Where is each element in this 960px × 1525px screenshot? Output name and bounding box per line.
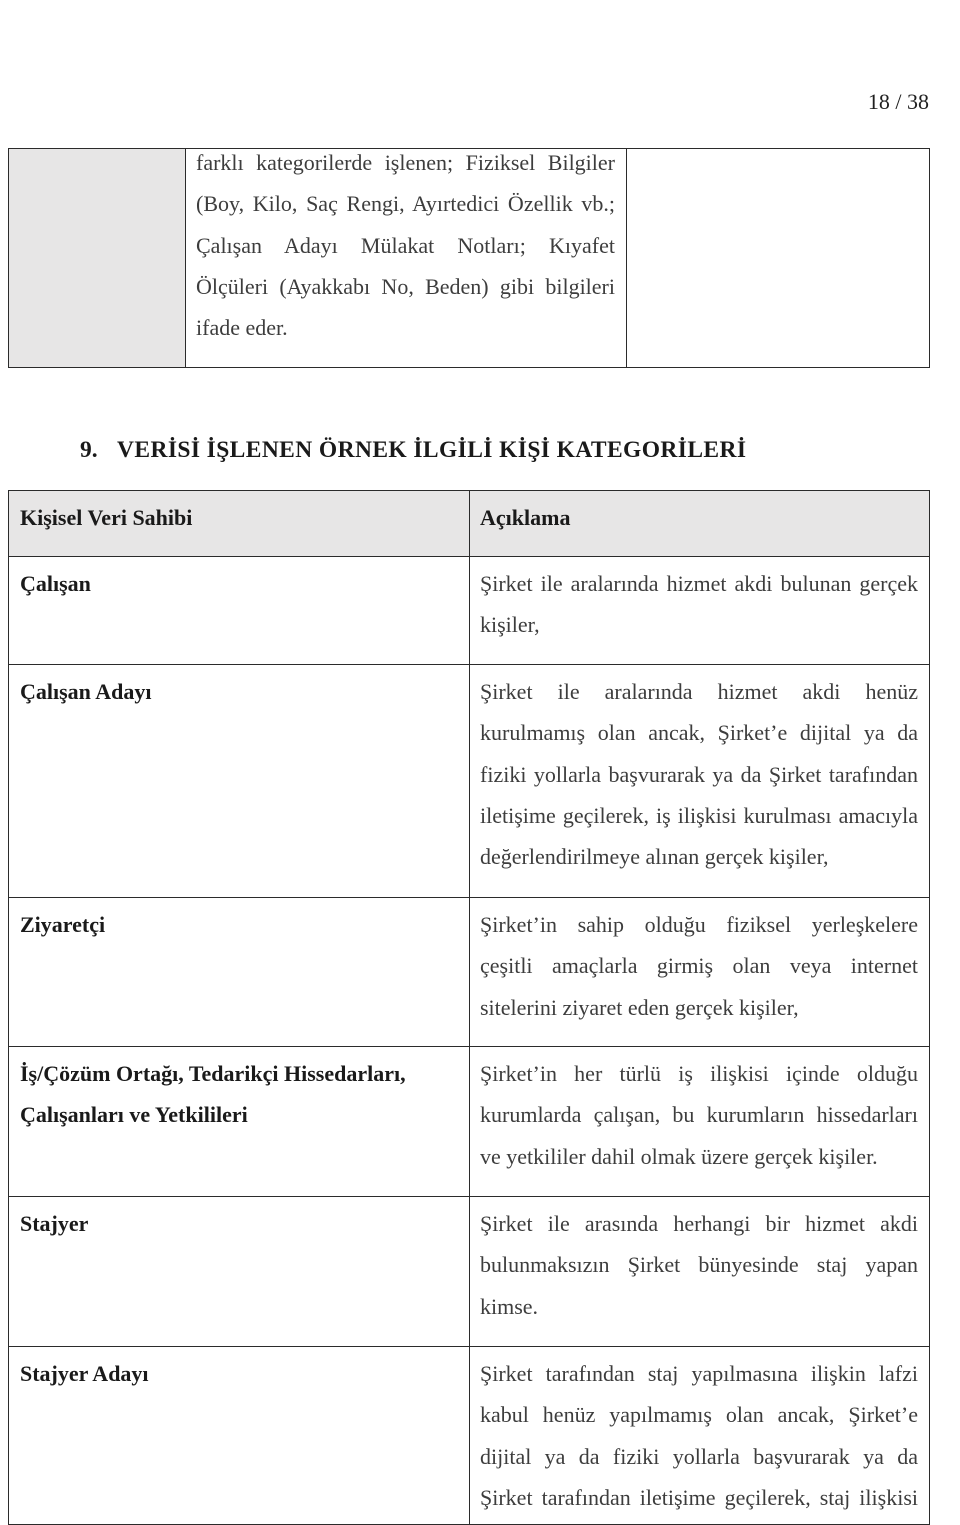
data-subject-label: Ziyaretçi — [20, 912, 106, 937]
data-subject-label: Stajyer Adayı — [20, 1361, 149, 1386]
data-subject-label: İş/Çözüm Ortağı, Tedarikçi Hissedarları, — [20, 1061, 406, 1086]
table-row — [9, 665, 929, 898]
table-header-row — [9, 491, 929, 557]
data-subject-table — [8, 490, 930, 1525]
data-subject-label: Çalışan Adayı — [20, 679, 152, 704]
data-subject-cell — [9, 898, 470, 1046]
continued-table-category-cell — [9, 149, 186, 367]
description-line: kurumlarda çalışan, bu kurumların hissedarları — [480, 1102, 918, 1128]
description-line: ve yetkililer dahil olmak üzere gerçek kişiler. — [480, 1143, 878, 1169]
section-heading — [80, 435, 746, 465]
description-line: farklı kategorilerde işlenen; Fiziksel Bilgiler — [196, 150, 615, 175]
description-line: iletişime geçilerek, iş ilişkisi kurulması amacıyla — [480, 802, 918, 828]
header-label: Kişisel Veri Sahibi — [20, 505, 193, 530]
description-cell — [470, 1347, 929, 1524]
section-title: VERİSİ İŞLENEN ÖRNEK İLGİLİ KİŞİ KATEGORİLERİ — [117, 437, 747, 463]
data-subject-cell — [9, 665, 470, 897]
section-number: 9. — [80, 437, 98, 463]
data-subject-cell — [9, 1047, 470, 1196]
description-line: Şirket ile aralarında hizmet akdi henüz — [480, 679, 918, 704]
table-row — [9, 1047, 929, 1197]
table-row — [9, 1197, 929, 1347]
description-line: kişiler, — [480, 612, 540, 638]
description-line: (Boy, Kilo, Saç Rengi, Ayırtedici Özellik vb.; — [196, 191, 615, 217]
description-line: Şirket tarafından iletişime geçilerek, staj ilişkisi — [480, 1484, 918, 1510]
data-subject-label: Çalışan — [20, 571, 91, 596]
header-cell-data-subject — [9, 491, 470, 556]
header-cell-description — [470, 491, 929, 556]
description-cell — [470, 898, 929, 1046]
data-subject-cell — [9, 1347, 470, 1524]
description-cell — [470, 665, 929, 897]
description-line: Şirket’in sahip olduğu fiziksel yerleşkelere — [480, 912, 918, 937]
description-cell — [470, 557, 929, 664]
data-subject-cell — [9, 557, 470, 664]
description-line: Ölçüleri (Ayakkabı No, Beden) gibi bilgileri — [196, 273, 615, 299]
description-line: fiziki yollarla başvurarak ya da Şirket tarafından — [480, 761, 918, 787]
description-line: bulunmaksızın Şirket bünyesinde staj yapan — [480, 1252, 918, 1278]
data-subject-cell — [9, 1197, 470, 1346]
description-line: kurulmamış olan ancak, Şirket’e dijital ya da — [480, 720, 918, 746]
description-line: Şirket ile aralarında hizmet akdi bulunan gerçek — [480, 571, 918, 596]
description-line: çeşitli amaçlarla girmiş olan veya internet — [480, 953, 918, 979]
description-cell — [470, 1047, 929, 1196]
description-line: değerlendirilmeye alınan gerçek kişiler, — [480, 844, 829, 870]
continued-table-text — [196, 142, 615, 348]
table-row — [9, 557, 929, 665]
header-label: Açıklama — [480, 505, 571, 530]
description-line: dijital ya da fiziki yollarla başvurarak ya da — [480, 1443, 918, 1469]
description-line: Çalışan Adayı Mülakat Notları; Kıyafet — [196, 232, 615, 258]
description-line: kimse. — [480, 1293, 539, 1319]
data-subject-label: Stajyer — [20, 1211, 89, 1236]
continued-table-description-cell — [186, 149, 627, 367]
description-line: sitelerini ziyaret eden gerçek kişiler, — [480, 994, 799, 1020]
description-line: Şirket tarafından staj yapılmasına ilişkin lafzi — [480, 1361, 918, 1386]
continued-table-extra-cell — [627, 149, 929, 367]
description-line: kabul henüz yapılmamış olan ancak, Şirket’e — [480, 1402, 918, 1428]
description-line: ifade eder. — [196, 315, 288, 341]
description-line: Şirket ile arasında herhangi bir hizmet akdi — [480, 1211, 918, 1236]
table-row — [9, 1347, 929, 1525]
continued-table — [8, 148, 930, 368]
page-number: 18 / 38 — [867, 89, 929, 114]
description-cell — [470, 1197, 929, 1346]
data-subject-label: Çalışanları ve Yetkilileri — [20, 1102, 248, 1128]
table-row — [9, 898, 929, 1047]
description-line: Şirket’in her türlü iş ilişkisi içinde olduğu — [480, 1061, 918, 1086]
